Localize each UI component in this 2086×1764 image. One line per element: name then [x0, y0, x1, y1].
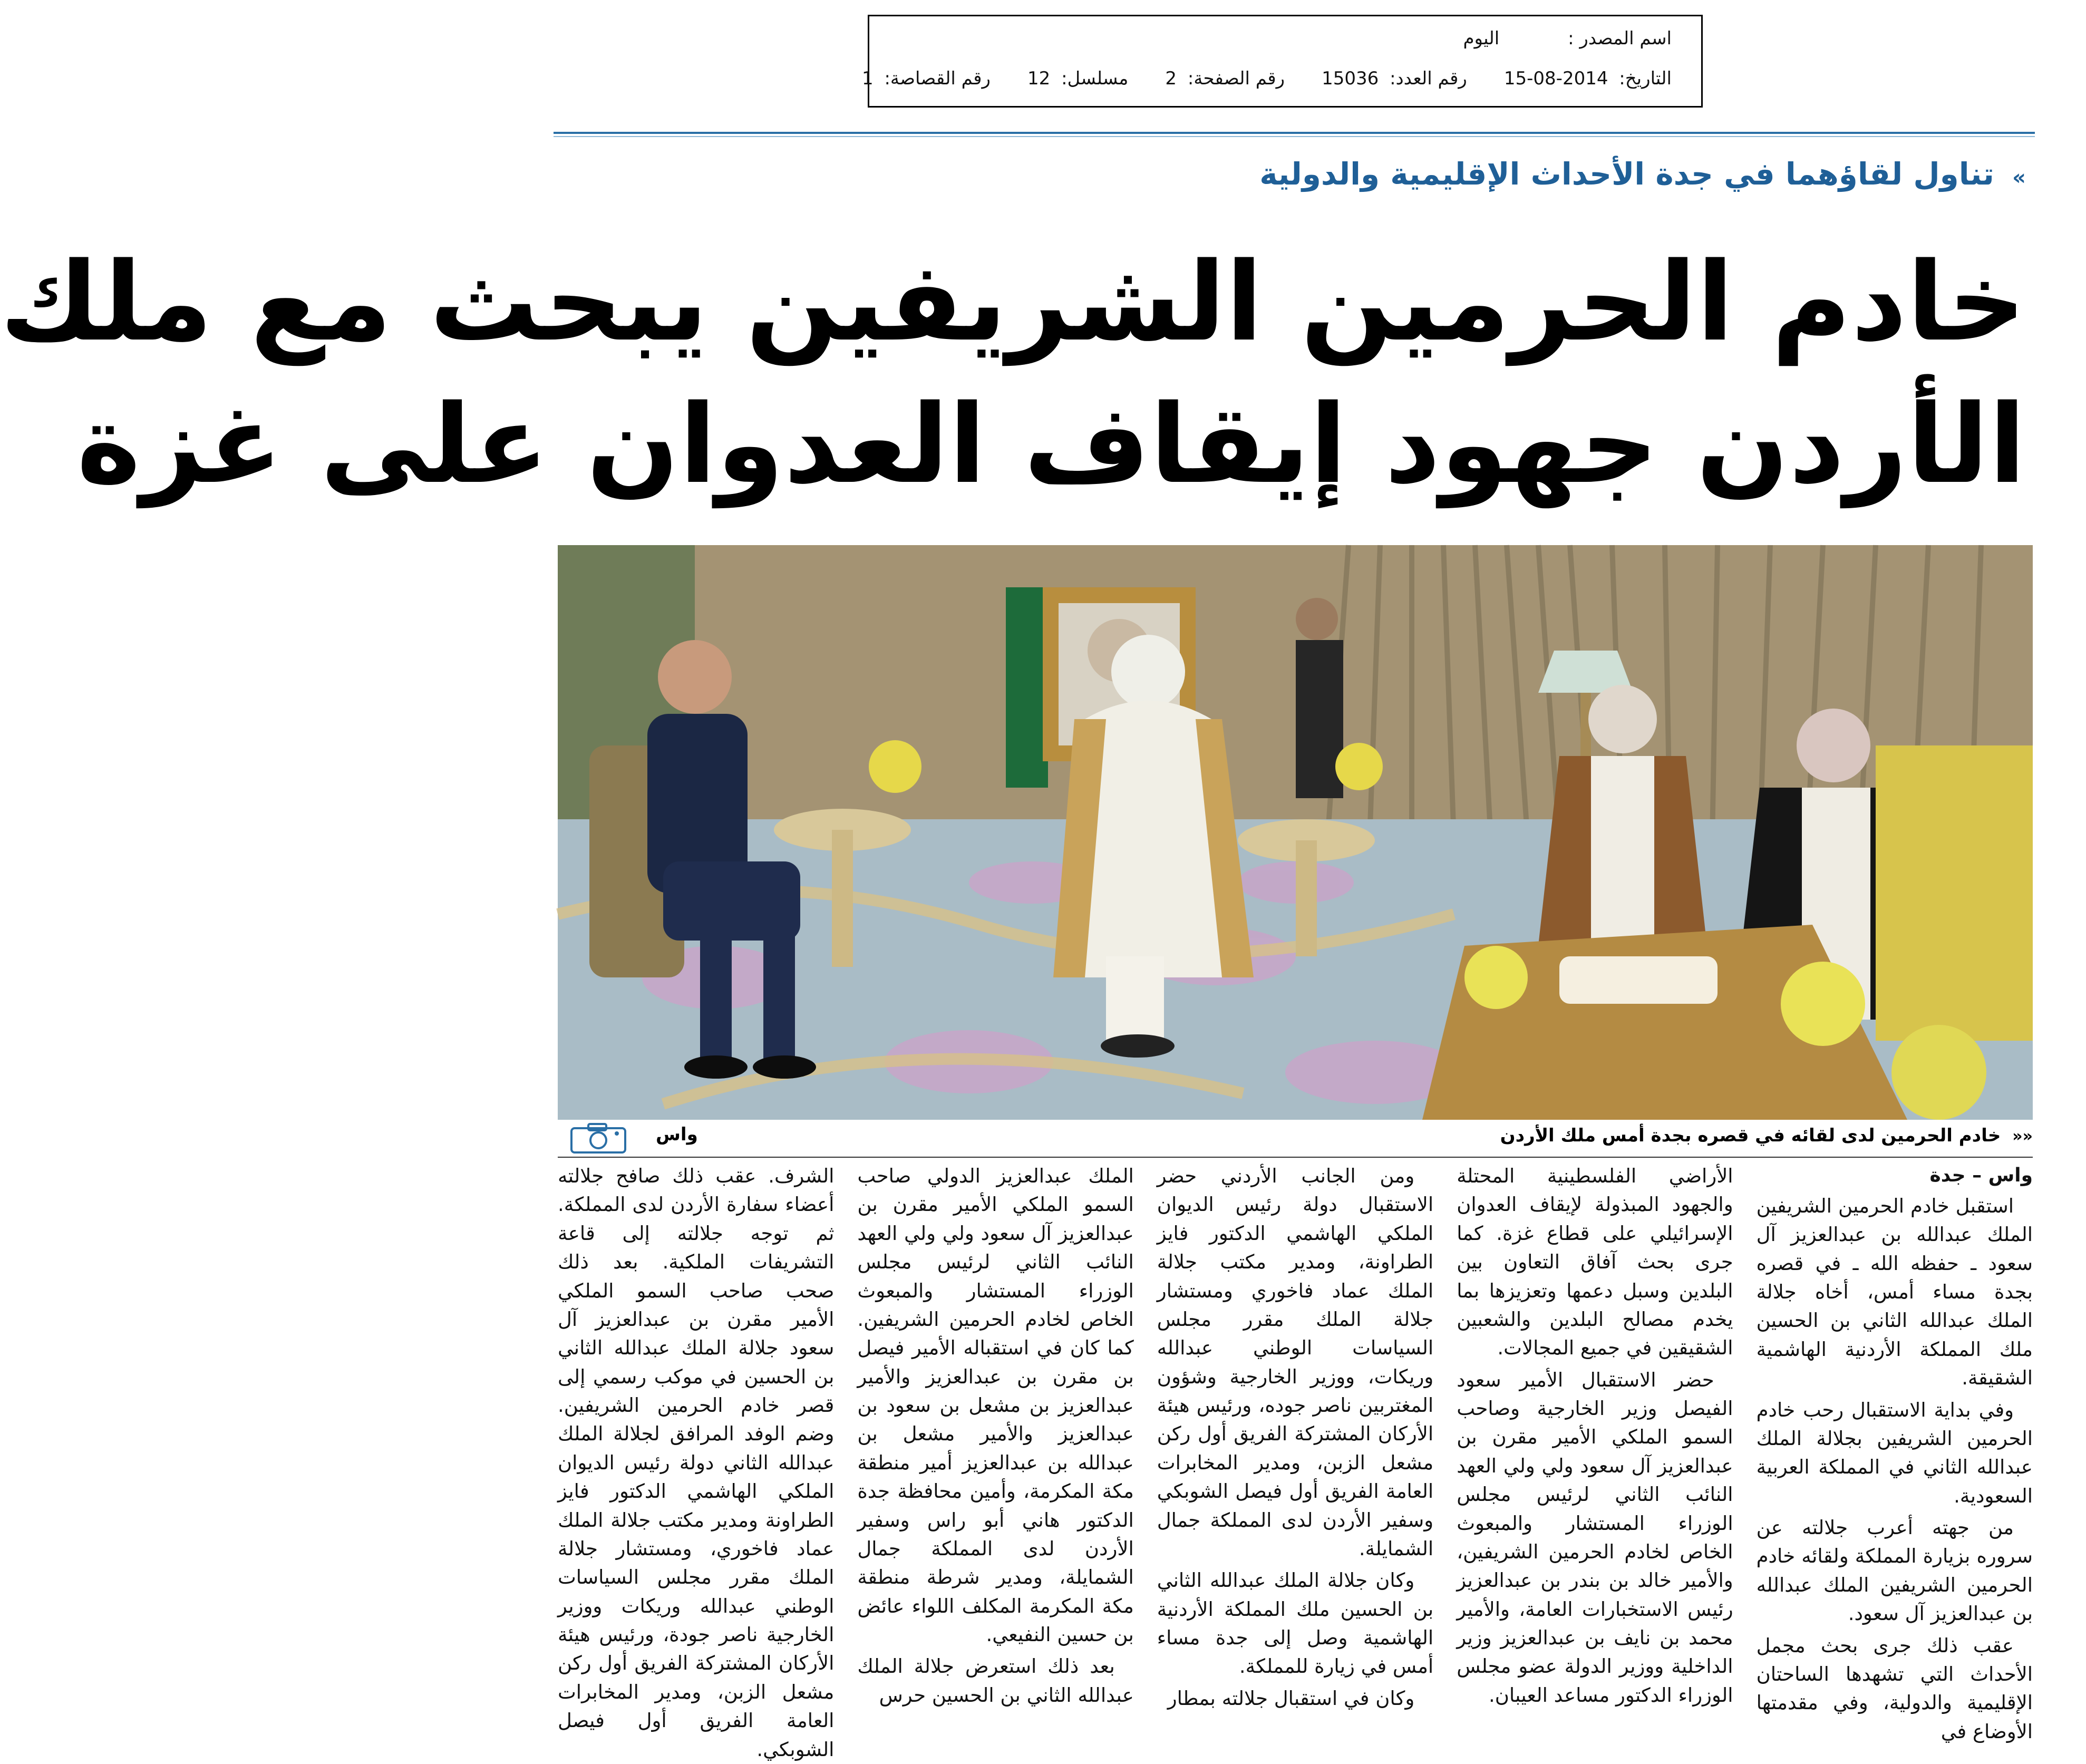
header-divider	[554, 132, 2035, 134]
paragraph: وكان في استقبال جلالته بمطار	[1167, 1687, 1415, 1710]
page-value: 2	[1165, 68, 1177, 89]
article-photo	[558, 545, 2033, 1120]
page-label: رقم الصفحة:	[1187, 68, 1285, 89]
paragraph: من جهته أعرب جلالته عن سروره بزيارة المملكة ولقائه خادم الحرمين الشريفين الملك عبدالله بن عبدالعزيز آل سعود.	[1756, 1516, 2033, 1625]
serial-field	[1027, 68, 1128, 89]
double-chevron-icon: »	[2012, 166, 2026, 190]
photo-caption-bar	[558, 1122, 2033, 1158]
issue-value: 15036	[1322, 68, 1379, 89]
caption-divider	[558, 1157, 2033, 1158]
issue-label: رقم العدد:	[1390, 68, 1467, 89]
issue-row	[862, 68, 1672, 89]
dateline: واس – جدة	[1929, 1165, 2033, 1186]
serial-label: مسلسل:	[1061, 68, 1129, 89]
double-chevron-icon: ««	[2012, 1127, 2033, 1146]
page-field	[1165, 68, 1285, 89]
issue-field	[1322, 68, 1467, 89]
source-row	[899, 28, 1672, 49]
date-field	[1504, 68, 1672, 89]
header-divider-thin	[554, 136, 2035, 137]
paragraph: الشرف. عقب ذلك صافح جلالته أعضاء سفارة الأردن لدى المملكة. ثم توجه جلالته إلى قاعة التشريفات الملكية. بعد ذلك صحب صاحب السمو الملكي الأمير مقرن بن عبدالعزيز آل سعود جلالة الملك عبدالله الثاني بن الحسين في موكب رسمي إلى قصر خادم الحرمين الشريفين. وضم الوفد المرافق لجلالة الملك عبدالله الثاني دولة رئيس الديوان الملكي الهاشمي الدكتور فايز الطراونة ومدير مكتب جلالة الملك عماد فاخوري، ومستشار جلالة الملك مقرر مجلس السياسات الوطني عبدالله وريكات ووزير الخارجية ناصر جودة، ورئيس هيئة الأركان المشتركة الفريق أول ركن مشعل الزبن، ومدير المخابرات العامة الفريق أول فيصل الشوبكي.	[557, 1165, 835, 1761]
article-column-1	[1756, 1162, 2033, 1743]
source-label-text: اسم المصدر :	[1568, 28, 1672, 49]
paragraph: وكان جلالة الملك عبدالله الثاني بن الحسين ملك المملكة الأردنية الهاشمية وصل إلى جدة مساء أمس في زيارة للمملكة.	[1157, 1569, 1434, 1678]
source-label	[1568, 28, 1672, 49]
paragraph: الملك عبدالعزيز الدولي صاحب السمو الملكي الأمير مقرن بن عبدالعزيز آل سعود ولي ولي العهد النائب الثاني لرئيس مجلس الوزراء المستشار والمبعوث الخاص لخادم الحرمين الشريفين. كما كان في استقباله الأمير فيصل بن مقرن بن عبدالعزيز والأمير عبدالعزيز بن مشعل بن سعود بن عبدالعزيز والأمير مشعل بن عبدالله بن عبدالعزيز أمير منطقة مكة المكرمة، وأمين محافظة جدة الدكتور هاني أبو راس وسفير الأردن لدى المملكة جمال الشمايلة، ومدير شرطة منطقة مكة المكرمة المكلف اللواء عائض بن حسين النفيعي.	[857, 1165, 1134, 1646]
photo-caption-text: خادم الحرمين لدى لقائه في قصره بجدة أمس ملك الأردن	[1500, 1125, 2001, 1146]
clip-label: رقم القصاصة:	[884, 68, 991, 89]
article-column-2	[1457, 1162, 1733, 1707]
date-label: التاريخ:	[1619, 68, 1672, 89]
source-info-box	[862, 15, 1703, 108]
article-body	[557, 1162, 2033, 1761]
serial-value: 12	[1027, 68, 1051, 89]
source-value: اليوم	[1463, 28, 1500, 49]
paragraph: بعد ذلك استعرض جلالة الملك عبدالله الثاني بن الحسين حرس	[857, 1655, 1134, 1707]
paragraph: الأراضي الفلسطينية المحتلة والجهود المبذولة لإيقاف العدوان الإسرائيلي على قطاع غزة. كما جرى بحث آفاق التعاون بين البلدين وسبل دعمها وتعزيزها بما يخدم مصالح البلدين والشعبين الشقيقين في جميع المجالات.	[1457, 1165, 1733, 1360]
headline-line-1: خادم الحرمين الشريفين يبحث مع ملك	[0, 239, 2026, 365]
article-kicker	[1259, 156, 2026, 192]
camera-icon	[569, 1122, 627, 1155]
headline-line-2: الأردن جهود إيقاف العدوان على غزة	[76, 381, 2026, 508]
paragraph: وفي بداية الاستقبال رحب خادم الحرمين الشريفين بجلالة الملك عبدالله الثاني في المملكة العربية السعودية.	[1756, 1398, 2033, 1507]
photo-credit: واس	[656, 1124, 698, 1145]
kicker-text: تناول لقاؤهما في جدة الأحداث الإقليمية والدولية	[1259, 156, 1994, 192]
paragraph: حضر الاستقبال الأمير سعود الفيصل وزير الخارجية وصاحب السمو الملكي الأمير مقرن بن عبدالعزيز آل سعود ولي ولي العهد النائب الثاني لرئيس مجلس الوزراء المستشار والمبعوث الخاص لخادم الحرمين الشريفين، والأمير خالد بن بندر بن عبدالعزيز رئيس الاستخبارات العامة، والأمير محمد بن نايف بن عبدالعزيز وزير الداخلية ووزير الدولة عضو مجلس الوزراء الدكتور مساعد العيبان.	[1457, 1368, 1733, 1707]
clip-value: 1	[862, 68, 874, 89]
paragraph: ومن الجانب الأردني حضر الاستقبال دولة رئيس الديوان الملكي الهاشمي الدكتور فايز الطراونة، ومدير مكتب جلالة الملك عماد فاخوري ومستشار جلالة الملك مقرر مجلس السياسات الوطني عبدالله وريكات، ووزير الخارجية وشؤون المغتربين ناصر جوده، ورئيس هيئة الأركان المشتركة الفريق أول ركن مشعل الزبن، ومدير المخابرات العامة الفريق أول فيصل الشوبكي وسفير الأردن لدى المملكة جمال الشمايلة.	[1157, 1165, 1434, 1560]
photo-caption	[1500, 1125, 2033, 1146]
clip-field	[862, 68, 991, 89]
article-column-4	[857, 1162, 1134, 1707]
paragraph: استقبل خادم الحرمين الشريفين الملك عبدالله بن عبدالعزيز آل سعود ـ حفظه الله ـ في قصره بجدة مساء أمس، أخاه جلالة الملك عبدالله الثاني بن الحسين ملك المملكة الأردنية الهاشمية الشقيقة.	[1756, 1194, 2033, 1390]
article-column-3	[1157, 1162, 1434, 1710]
date-value: 2014-08-15	[1503, 68, 1608, 89]
paragraph: عقب ذلك جرى بحث مجمل الأحداث التي تشهدها الساحتان الإقليمية والدولية، وفي مقدمتها الأوضاع في	[1756, 1634, 2033, 1743]
article-column-5	[557, 1162, 835, 1761]
photo-illustration	[558, 545, 2033, 1120]
